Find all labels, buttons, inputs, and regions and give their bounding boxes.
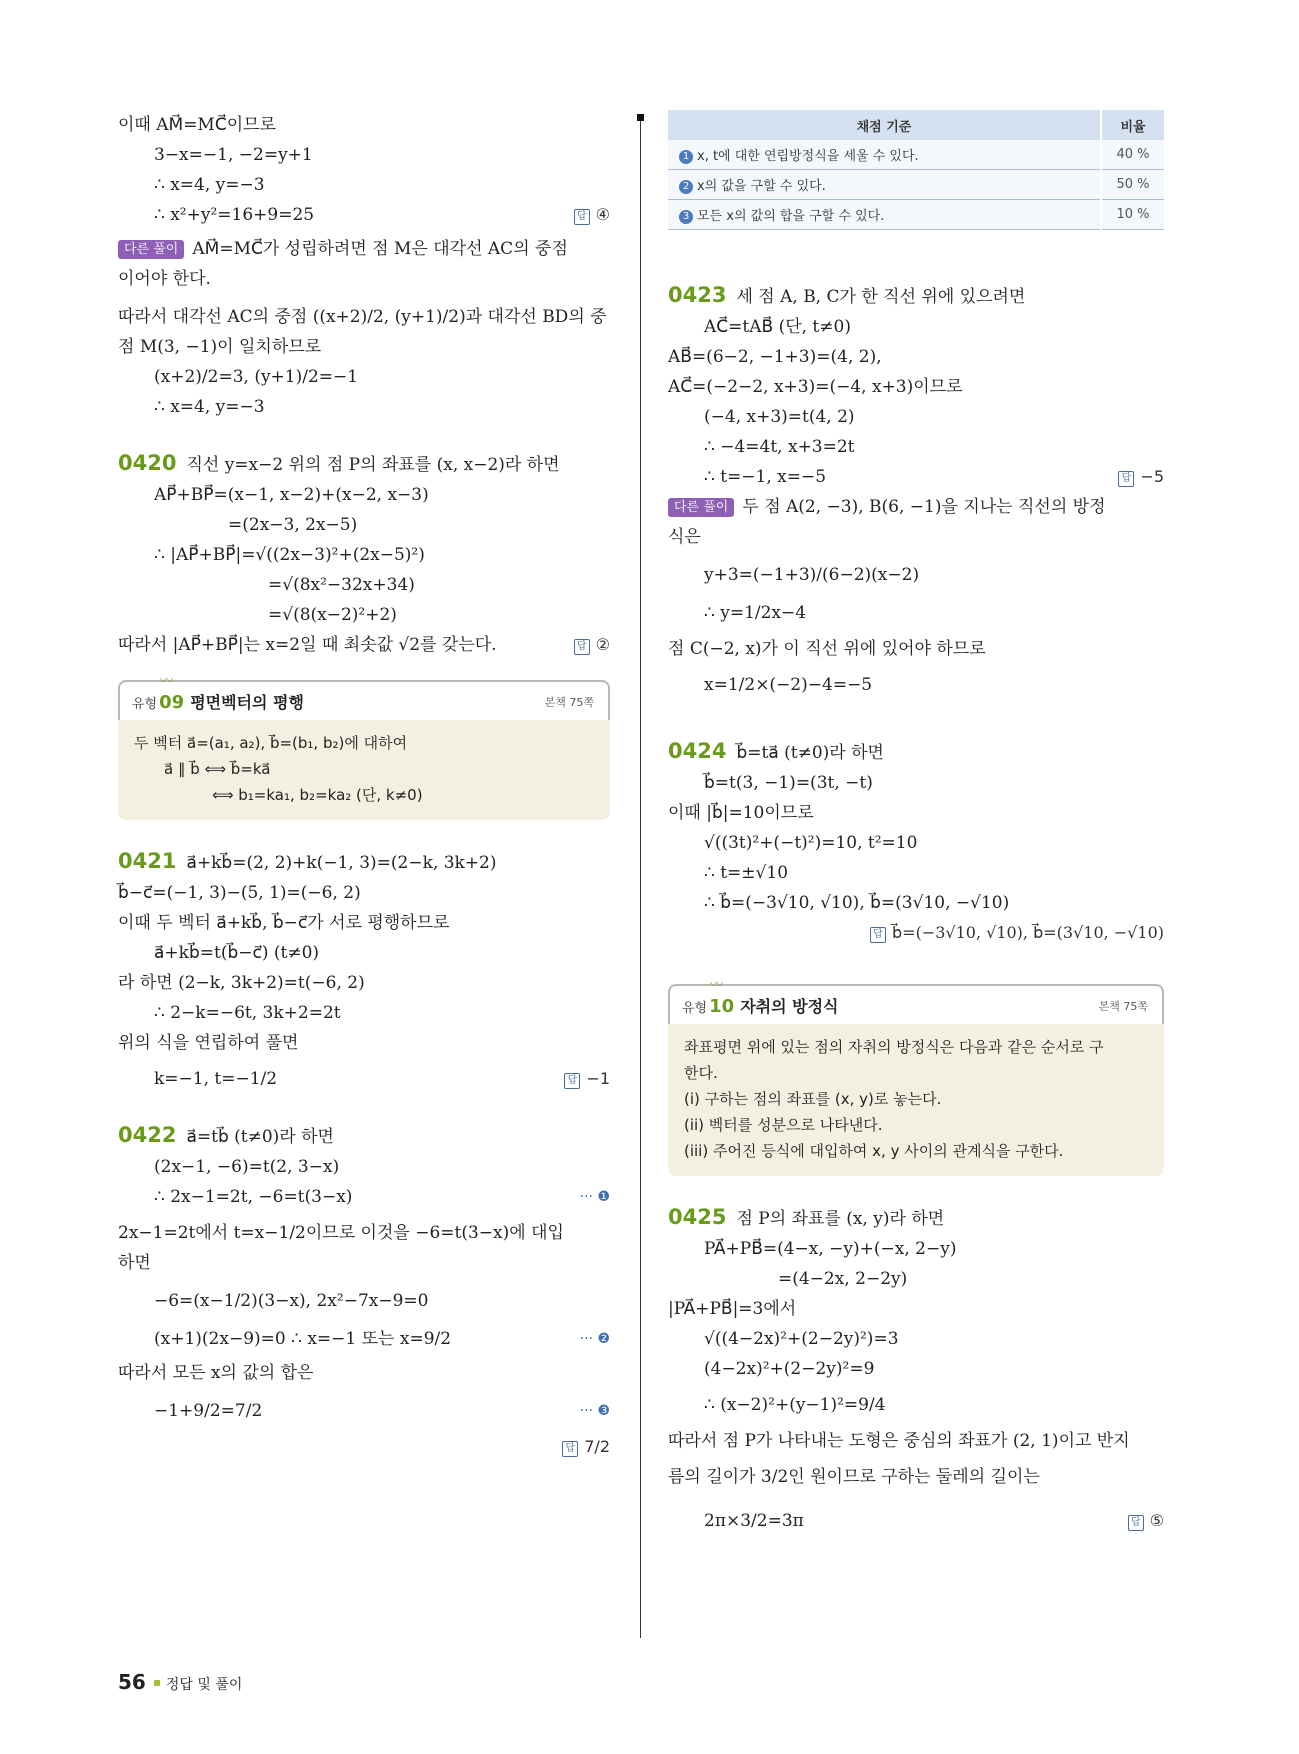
text-line: 름의 길이가 3/2인 원이므로 구하는 둘레의 길이는 — [668, 1467, 1040, 1487]
text-line: ∴ y=1/2x−4 — [704, 603, 807, 623]
scoring-table — [668, 110, 1164, 230]
text-line: ∴ t=±√10 — [704, 863, 789, 883]
text-line: ∴ x=4, y=−3 — [154, 175, 265, 195]
alt-solution-1 — [118, 234, 610, 422]
text-line: =√(8(x−2)²+2) — [268, 605, 397, 625]
answer: 답 ② — [574, 630, 610, 660]
text-line: −1+9/2=7/2 ··· ❸ — [118, 1396, 610, 1426]
answer: 답 b⃗=(−3√10, √10), b⃗=(3√10, −√10) — [870, 918, 1164, 948]
problem-number: 0420 — [118, 451, 177, 475]
text-line: 따라서 점 P가 나타내는 도형은 중심의 좌표가 (2, 1)이고 반지 — [668, 1431, 1130, 1451]
text-line: AB⃗=(6−2, −1+3)=(4, 2), — [668, 347, 882, 367]
text-line: (4−2x)²+(2−2y)²=9 — [704, 1359, 875, 1379]
type-content — [668, 1024, 1164, 1176]
text-line: 0424 b⃗=ta⃗ (t≠0)라 하면 — [668, 739, 884, 763]
text-line: 점 C(−2, x)가 이 직선 위에 있어야 하므로 — [668, 639, 986, 659]
text-line: ∴ (x−2)²+(y−1)²=9/4 — [704, 1395, 886, 1415]
criterion-percent: 50 % — [1101, 170, 1164, 200]
type-10-box: 〰 유형 10 자취의 방정식 본책 75쪽 좌표평면 위에 있는 점의 자취의 방정식은 다음과 같은 순서로 구 한다. (i) 구하는 점의 좌표를 (x, y)로 놓는다. (ii) 벡터를 성분으로 나타낸다. (iii) 주어진 등식에 대입하여 x, y 사이의 관계식을 구한다. — [668, 984, 1164, 1176]
criterion-percent: 40 % — [1101, 140, 1164, 170]
text-line: (x+1)(2x−9)=0 ∴ x=−1 또는 x=9/2 ··· ❷ — [118, 1324, 610, 1354]
equation: ∴ x²+y²=16+9=25 — [154, 205, 315, 225]
type-reference: 본책 75쪽 — [1098, 1000, 1148, 1013]
text-line: √((4−2x)²+(2−2y)²)=3 — [704, 1329, 899, 1349]
text-line: 따라서 모든 x의 값의 합은 — [118, 1363, 314, 1383]
text-line: 2π×3/2=3π 답 ⑤ — [668, 1506, 1164, 1536]
text-line: 0421 a⃗+kb⃗=(2, 2)+k(−1, 3)=(2−k, 3k+2) — [118, 849, 497, 873]
text-line: 이때 두 벡터 a⃗+kb⃗, b⃗−c⃗가 서로 평행하므로 — [118, 913, 450, 933]
text-line: 따라서 |AP⃗+BP⃗|는 x=2일 때 최솟값 √2를 갖는다. 답 ② — [118, 630, 610, 660]
footer-square-icon — [154, 1680, 160, 1686]
text-line — [668, 918, 1164, 948]
alt-solution-tag: 다른 풀이 — [118, 240, 184, 259]
answer: 답 −5 — [1118, 462, 1164, 492]
text-line: 이때 AM⃗=MC⃗이므로 — [118, 115, 276, 135]
problem-number: 0421 — [118, 849, 177, 873]
table-row — [668, 140, 1164, 170]
step-number-icon: 3 — [679, 210, 693, 224]
text-line: 두 벡터 a⃗=(a₁, a₂), b⃗=(b₁, b₂)에 대하여 — [134, 734, 408, 752]
text-line: (ii) 벡터를 성분으로 나타낸다. — [684, 1116, 883, 1134]
text-line: AP⃗+BP⃗=(x−1, x−2)+(x−2, x−3) — [154, 485, 429, 505]
step-marker-2: ··· ❷ — [579, 1331, 610, 1347]
text-line: 좌표평면 위에 있는 점의 자취의 방정식은 다음과 같은 순서로 구 — [684, 1038, 1104, 1056]
problem-number: 0422 — [118, 1123, 177, 1147]
alt-solution-2 — [668, 492, 1164, 700]
column-divider — [640, 118, 641, 1638]
table-header — [668, 110, 1164, 140]
text-line: 0422 a⃗=tb⃗ (t≠0)라 하면 — [118, 1123, 334, 1147]
text-line: ∴ x=4, y=−3 — [154, 397, 265, 417]
step-number-icon: 2 — [679, 180, 693, 194]
type-reference: 본책 75쪽 — [544, 696, 594, 709]
text-line: 이때 |b⃗|=10이므로 — [668, 803, 814, 823]
text-line: |PA⃗+PB⃗|=3에서 — [668, 1299, 797, 1319]
text-line: (2x−1, −6)=t(2, 3−x) — [154, 1157, 340, 1177]
type-title: 자취의 방정식 — [740, 997, 839, 1016]
step-marker-1: ··· ❶ — [579, 1189, 610, 1205]
type-number: 10 — [709, 996, 735, 1017]
criterion-text: x의 값을 구할 수 있다. — [697, 179, 826, 194]
text-line: ∴ |AP⃗+BP⃗|=√((2x−3)²+(2x−5)²) — [154, 545, 425, 565]
text-line: AC⃗=tAB⃗ (단, t≠0) — [704, 317, 851, 337]
text-line: (x+2)/2=3, (y+1)/2=−1 — [154, 367, 359, 387]
text-line: 0425 점 P의 좌표를 (x, y)라 하면 — [668, 1205, 945, 1229]
text-line: 다른 풀이 AM⃗=MC⃗가 성립하려면 점 M은 대각선 AC의 중점 — [118, 234, 610, 264]
answer-icon: 답 — [562, 1441, 578, 1457]
text-line: 하면 — [118, 1253, 151, 1273]
criterion-text: x, t에 대한 연립방정식을 세울 수 있다. — [697, 149, 919, 164]
left-column — [118, 110, 610, 1456]
text-line: 식은 — [668, 527, 701, 547]
divider-dot — [637, 114, 644, 121]
alt-solution-tag: 다른 풀이 — [668, 498, 734, 517]
text-line — [118, 200, 610, 230]
problem-0423 — [668, 280, 1164, 492]
text-line: 한다. — [684, 1064, 718, 1082]
text-line: ∴ t=−1, x=−5 답 −5 — [668, 462, 1164, 492]
answer-icon: 답 — [870, 927, 886, 943]
text-line: y+3=(−1+3)/(6−2)(x−2) — [704, 565, 920, 585]
problem-number: 0424 — [668, 739, 727, 763]
criterion-text: 모든 x의 값의 합을 구할 수 있다. — [697, 209, 885, 224]
answer: 답 ⑤ — [1128, 1506, 1164, 1536]
problem-0421 — [118, 846, 610, 1094]
text-line: 다른 풀이 두 점 A(2, −3), B(6, −1)을 지나는 직선의 방정 — [668, 492, 1164, 522]
text-line: ⟺ b₁=ka₁, b₂=ka₂ (단, k≠0) — [212, 786, 423, 804]
text-line: 위의 식을 연립하여 풀면 — [118, 1033, 299, 1053]
type-09-box: 〰 유형 09 평면벡터의 평행 본책 75쪽 두 벡터 a⃗=(a₁, a₂), b⃗=(b₁, b₂)에 대하여 a⃗ ∥ b⃗ ⟺ b⃗=ka⃗ ⟺ b₁=ka₁, b₂=ka₂ (단, k≠0) — [118, 680, 610, 820]
problem-0425 — [668, 1202, 1164, 1536]
text-line: k=−1, t=−1/2 답 −1 — [118, 1064, 610, 1094]
text-line: b⃗−c⃗=(−1, 3)−(5, 1)=(−6, 2) — [118, 883, 361, 903]
table-row — [668, 170, 1164, 200]
text-line: ∴ 2−k=−6t, 3k+2=2t — [154, 1003, 341, 1023]
answer-icon: 답 — [564, 1073, 580, 1089]
text-line: ∴ 2x−1=2t, −6=t(3−x) ··· ❶ — [118, 1182, 610, 1212]
text-line: =√(8x²−32x+34) — [268, 575, 415, 595]
answer: 답 7/2 — [562, 1432, 610, 1462]
footer-label: 정답 및 풀이 — [165, 1677, 243, 1693]
text-line: ∴ b⃗=(−3√10, √10), b⃗=(3√10, −√10) — [704, 893, 1010, 913]
text-line: 0420 직선 y=x−2 위의 점 P의 좌표를 (x, x−2)라 하면 — [118, 451, 560, 475]
right-column — [668, 110, 1164, 1536]
page-footer — [118, 1670, 242, 1694]
text-line: −6=(x−1/2)(3−x), 2x²−7x−9=0 — [154, 1291, 429, 1311]
text-line: =(4−2x, 2−2y) — [778, 1269, 908, 1289]
type-number: 09 — [159, 692, 185, 713]
type-content — [118, 720, 610, 820]
section-prev-solution — [118, 110, 610, 230]
text-line: a⃗+kb⃗=t(b⃗−c⃗) (t≠0) — [154, 943, 320, 963]
answer: 답 −1 — [564, 1064, 610, 1094]
column-header: 비율 — [1101, 110, 1164, 140]
text-line: 라 하면 (2−k, 3k+2)=t(−6, 2) — [118, 973, 365, 993]
wave-decoration: 〰 — [160, 674, 174, 689]
type-title: 평면벡터의 평행 — [190, 693, 304, 712]
text-line: (i) 구하는 점의 좌표를 (x, y)로 놓는다. — [684, 1090, 942, 1108]
problem-number: 0425 — [668, 1205, 727, 1229]
problem-number: 0423 — [668, 283, 727, 307]
problem-0424 — [668, 736, 1164, 948]
problem-0420 — [118, 448, 610, 660]
text-line: AC⃗=(−2−2, x+3)=(−4, x+3)이므로 — [668, 377, 963, 397]
problem-0422 — [118, 1120, 610, 1456]
text-line: (iii) 주어진 등식에 대입하여 x, y 사이의 관계식을 구한다. — [684, 1142, 1064, 1160]
step-number-icon: 1 — [679, 150, 693, 164]
text-line: 점 M(3, −1)이 일치하므로 — [118, 337, 322, 357]
text-line: =(2x−3, 2x−5) — [228, 515, 358, 535]
text-line: 2x−1=2t에서 t=x−1/2이므로 이것을 −6=t(3−x)에 대입 — [118, 1223, 564, 1243]
answer: 답 ④ — [574, 200, 610, 230]
wave-decoration: 〰 — [710, 978, 724, 993]
answer-icon: 답 — [1128, 1515, 1144, 1531]
step-marker-3: ··· ❸ — [579, 1403, 610, 1419]
text-line: 0423 세 점 A, B, C가 한 직선 위에 있으려면 — [668, 283, 1026, 307]
criterion-percent: 10 % — [1101, 200, 1164, 230]
text-line: b⃗=t(3, −1)=(3t, −t) — [704, 773, 873, 793]
table-row — [668, 200, 1164, 230]
text-line: x=1/2×(−2)−4=−5 — [704, 675, 873, 695]
text-line: 따라서 대각선 AC의 중점 ((x+2)/2, (y+1)/2)과 대각선 BD의 중 — [118, 307, 607, 327]
text-line: 3−x=−1, −2=y+1 — [154, 145, 313, 165]
answer-icon: 답 — [574, 209, 590, 225]
answer-icon: 답 — [1118, 471, 1134, 487]
text-line: PA⃗+PB⃗=(4−x, −y)+(−x, 2−y) — [704, 1239, 957, 1259]
text-line: a⃗ ∥ b⃗ ⟺ b⃗=ka⃗ — [164, 760, 271, 778]
text-line: (−4, x+3)=t(4, 2) — [704, 407, 855, 427]
column-header: 채점 기준 — [668, 110, 1101, 140]
text-line: 이어야 한다. — [118, 269, 211, 289]
text-line: √((3t)²+(−t)²)=10, t²=10 — [704, 833, 918, 853]
text-line: ∴ −4=4t, x+3=2t — [704, 437, 855, 457]
answer-icon: 답 — [574, 639, 590, 655]
page-number: 56 — [118, 1670, 146, 1694]
